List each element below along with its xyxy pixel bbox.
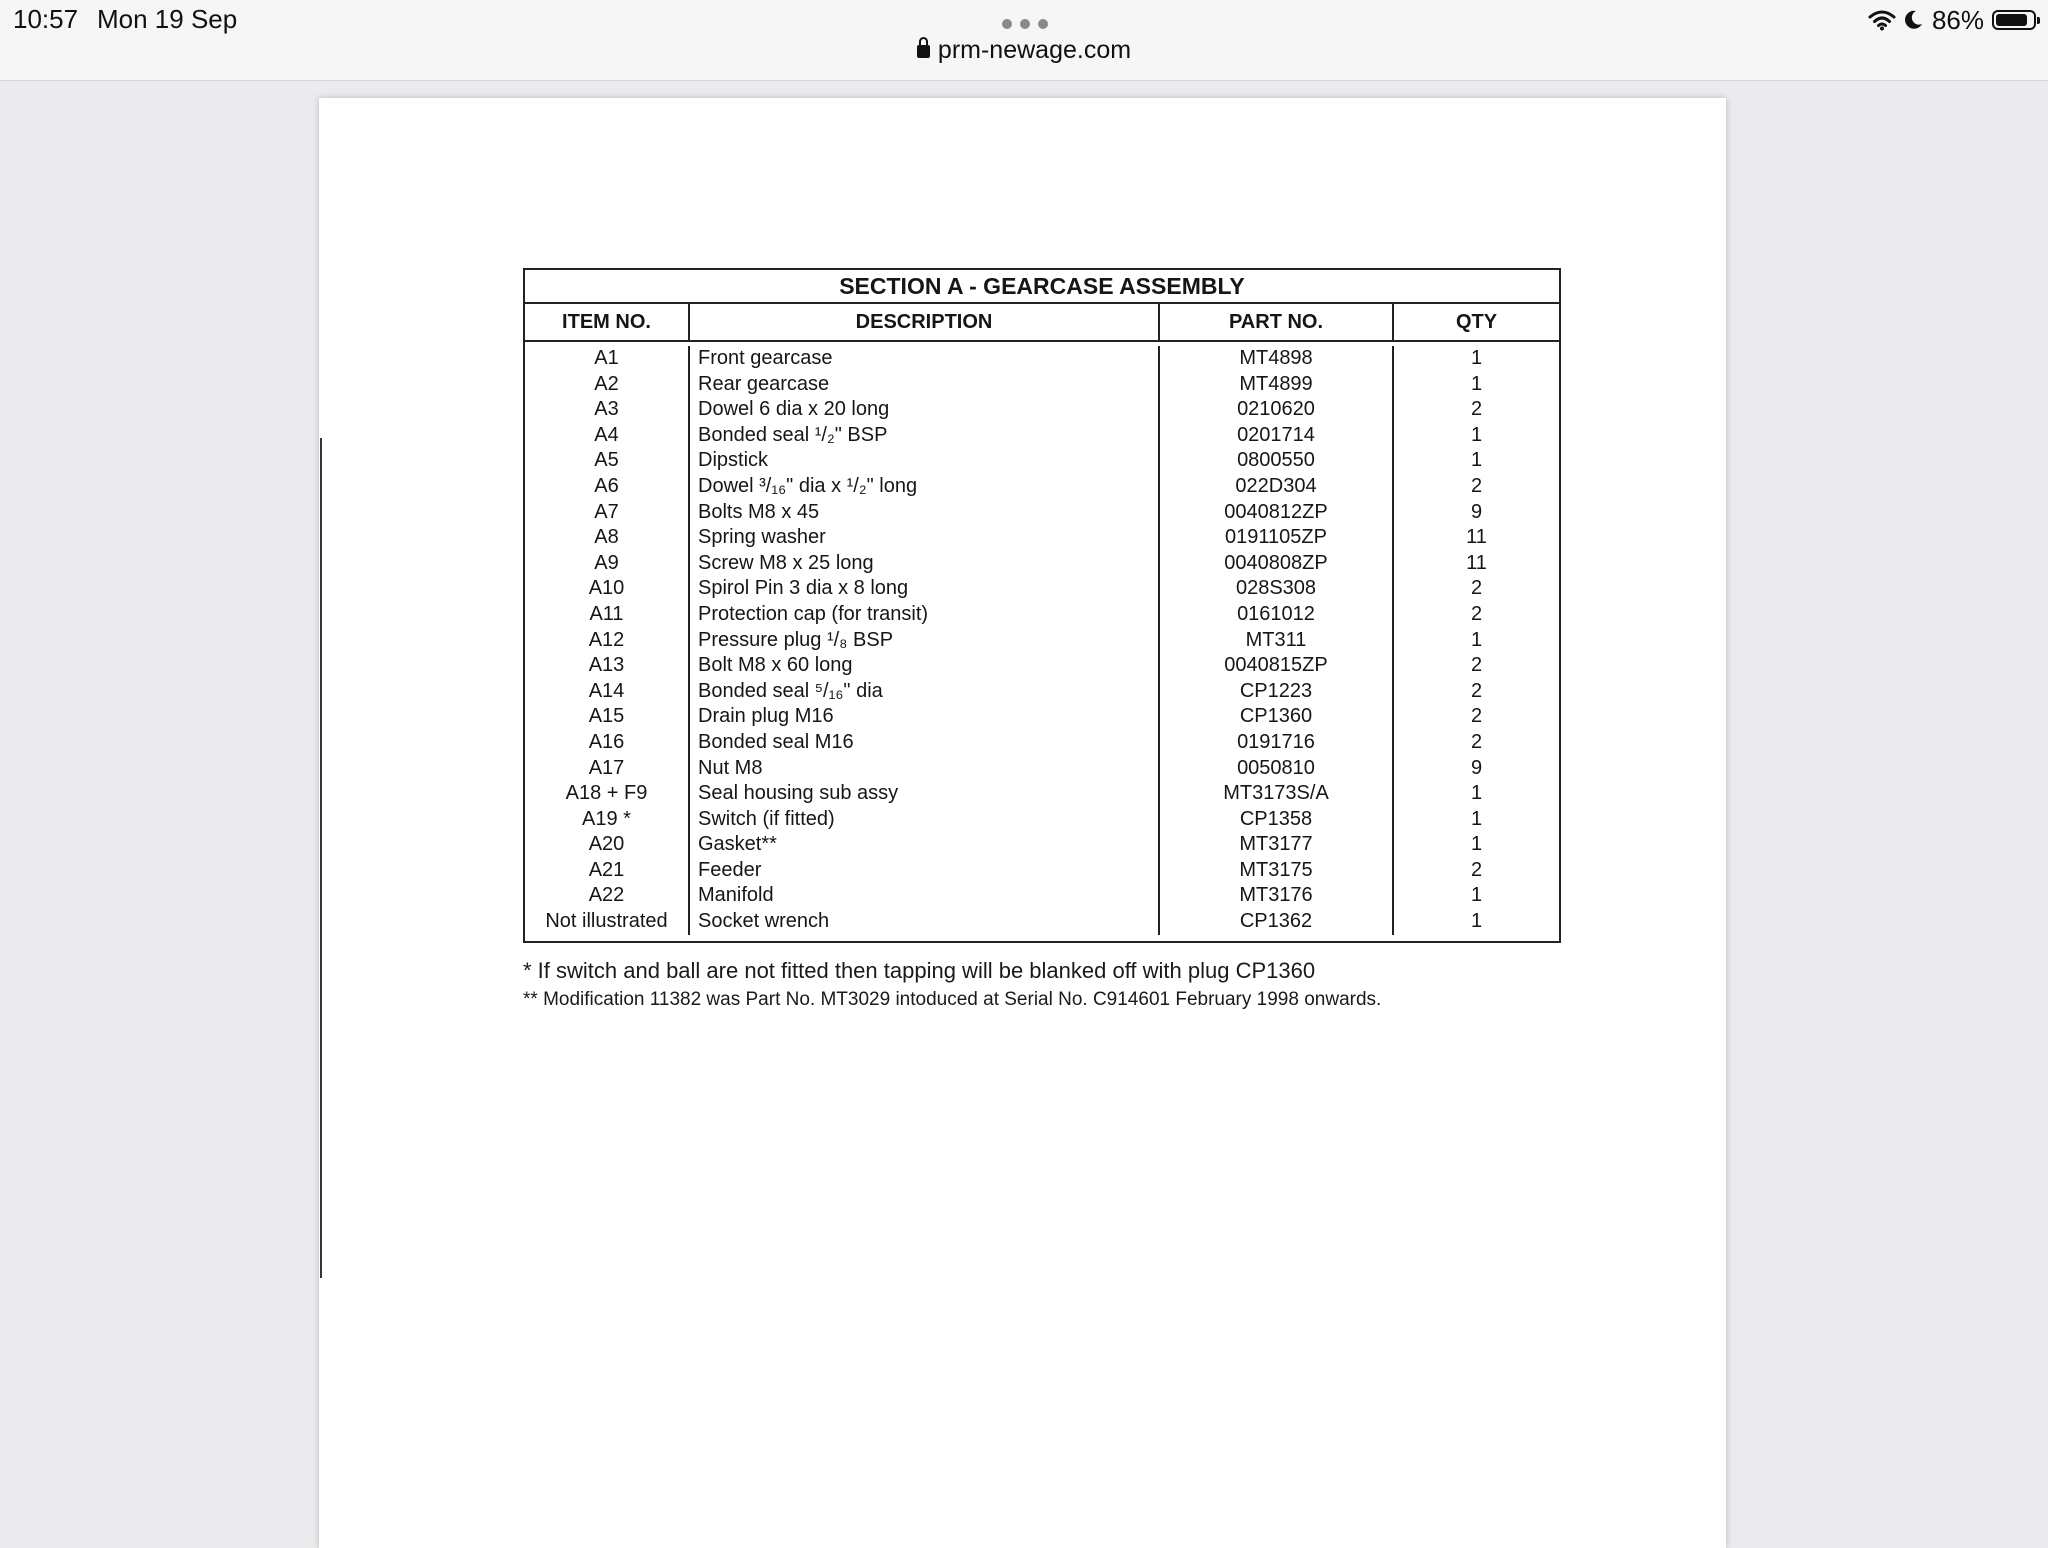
cell-part-no: CP1223 (1160, 679, 1394, 705)
cell-qty: 2 (1470, 398, 1483, 421)
table-row (525, 679, 1559, 705)
cell-qty: 1 (1470, 449, 1483, 472)
cell-qty: 11 (1466, 526, 1487, 549)
status-indicators (1868, 4, 2036, 36)
cell-part-no: 028S308 (1160, 576, 1394, 602)
cell-qty: 1 (1470, 628, 1483, 651)
lock-icon (917, 45, 930, 58)
cell-item-no: A13 (525, 653, 690, 679)
cell-item-no: A6 (525, 474, 690, 500)
cell-qty: 1 (1470, 782, 1483, 805)
cell-item-no: A17 (525, 756, 690, 782)
table-row (525, 372, 1559, 398)
cell-part-no: MT3176 (1160, 883, 1394, 909)
table-row (525, 500, 1559, 526)
cell-part-no: 0040808ZP (1160, 551, 1394, 577)
cell-description: Dowel ³/₁₆" dia x ¹/₂" long (690, 474, 1160, 500)
cell-description: Socket wrench (690, 909, 1160, 935)
cell-item-no: A5 (525, 448, 690, 474)
cell-part-no: 0040812ZP (1160, 500, 1394, 526)
cell-description: Manifold (690, 883, 1160, 909)
cell-part-no: 0800550 (1160, 448, 1394, 474)
table-header-row (525, 304, 1559, 342)
cell-part-no: 0050810 (1160, 756, 1394, 782)
cell-part-no: 022D304 (1160, 474, 1394, 500)
cell-item-no: A2 (525, 372, 690, 398)
table-row (525, 423, 1559, 449)
cell-part-no: MT4898 (1160, 346, 1394, 372)
battery-fill (1996, 14, 2027, 26)
footnote-switch: * If switch and ball are not fitted then tapping will be blanked off with plug CP1360 (523, 958, 1316, 983)
table-row (525, 346, 1559, 372)
table-row (525, 602, 1559, 628)
cell-qty: 9 (1470, 756, 1483, 779)
cell-item-no: A15 (525, 704, 690, 730)
dot (1002, 19, 1012, 29)
cell-qty: 1 (1470, 807, 1483, 830)
cell-description: Bolt M8 x 60 long (690, 653, 1160, 679)
header-item-no: ITEM NO. (525, 304, 690, 340)
table-row (525, 448, 1559, 474)
table-row (525, 704, 1559, 730)
moon-icon (1902, 9, 1924, 31)
table-row (525, 756, 1559, 782)
cell-qty: 2 (1470, 858, 1483, 881)
cell-item-no: A16 (525, 730, 690, 756)
cell-description: Switch (if fitted) (690, 807, 1160, 833)
cell-item-no: A11 (525, 602, 690, 628)
footnote-modification: ** Modification 11382 was Part No. MT3029 intoduced at Serial No. C914601 February 1998 onwards. (523, 989, 1382, 1010)
table-row (525, 474, 1559, 500)
cell-part-no: 0191105ZP (1160, 525, 1394, 551)
table-row (525, 781, 1559, 807)
cell-description: Dowel 6 dia x 20 long (690, 397, 1160, 423)
address-bar[interactable] (0, 36, 2048, 65)
table-row (525, 525, 1559, 551)
cell-qty: 2 (1470, 730, 1483, 753)
cell-description: Spring washer (690, 525, 1160, 551)
cell-description: Front gearcase (690, 346, 1160, 372)
document-page (319, 98, 1726, 1548)
more-options-icon[interactable] (1002, 18, 1048, 30)
cell-item-no: A14 (525, 679, 690, 705)
cell-part-no: CP1358 (1160, 807, 1394, 833)
cell-description: Bonded seal M16 (690, 730, 1160, 756)
table-body (525, 342, 1559, 941)
table-row (525, 628, 1559, 654)
battery-icon (1992, 10, 2036, 30)
table-title: SECTION A - GEARCASE ASSEMBLY (525, 270, 1559, 304)
table-row (525, 576, 1559, 602)
cell-item-no: A12 (525, 628, 690, 654)
cell-qty: 1 (1470, 833, 1483, 856)
cell-qty: 2 (1470, 602, 1483, 625)
header-part-no: PART NO. (1160, 304, 1394, 340)
table-row (525, 832, 1559, 858)
cell-qty: 1 (1470, 347, 1483, 369)
header-qty: QTY (1455, 311, 1498, 333)
cell-description: Gasket** (690, 832, 1160, 858)
cell-item-no: A7 (525, 500, 690, 526)
status-date: Mon 19 Sep (97, 4, 238, 34)
cell-description: Dipstick (690, 448, 1160, 474)
cell-part-no: MT4899 (1160, 372, 1394, 398)
cell-part-no: 0210620 (1160, 397, 1394, 423)
cell-qty: 9 (1470, 500, 1483, 523)
cell-description: Protection cap (for transit) (690, 602, 1160, 628)
cell-item-no: A3 (525, 397, 690, 423)
cell-part-no: MT3175 (1160, 858, 1394, 884)
status-time: 10:57 (13, 4, 79, 34)
parts-table (523, 268, 1561, 943)
cell-qty: 2 (1470, 654, 1483, 677)
table-row (525, 909, 1559, 935)
cell-qty: 1 (1470, 423, 1483, 446)
cell-qty: 1 (1470, 884, 1483, 907)
cell-part-no: CP1362 (1160, 909, 1394, 935)
cell-part-no: MT311 (1160, 628, 1394, 654)
table-row (525, 551, 1559, 577)
dot (1020, 19, 1030, 29)
cell-part-no: MT3173S/A (1160, 781, 1394, 807)
cell-qty: 2 (1470, 577, 1483, 600)
cell-qty: 1 (1470, 910, 1483, 933)
cell-description: Nut M8 (690, 756, 1160, 782)
cell-description: Seal housing sub assy (690, 781, 1160, 807)
cell-item-no: A4 (525, 423, 690, 449)
cell-part-no: 0040815ZP (1160, 653, 1394, 679)
cell-item-no: A20 (525, 832, 690, 858)
cell-qty: 2 (1470, 705, 1483, 728)
cell-item-no: A1 (525, 346, 690, 372)
cell-item-no: A19 * (525, 807, 690, 833)
cell-description: Rear gearcase (690, 372, 1160, 398)
cell-description: Drain plug M16 (690, 704, 1160, 730)
cell-qty: 2 (1470, 679, 1483, 702)
wifi-icon (1868, 9, 1896, 31)
dot (1038, 19, 1048, 29)
cell-description: Pressure plug ¹/₈ BSP (690, 628, 1160, 654)
table-row (525, 730, 1559, 756)
scan-edge (320, 438, 322, 1278)
cell-item-no: A8 (525, 525, 690, 551)
cell-description: Bonded seal ¹/₂" BSP (690, 423, 1160, 449)
status-bar (0, 0, 2048, 81)
cell-part-no: 0161012 (1160, 602, 1394, 628)
cell-description: Bolts M8 x 45 (690, 500, 1160, 526)
cell-item-no: A18 + F9 (525, 781, 690, 807)
cell-qty: 2 (1470, 474, 1483, 497)
table-row (525, 883, 1559, 909)
cell-item-no: A9 (525, 551, 690, 577)
footnotes (523, 956, 1381, 1014)
table-row (525, 653, 1559, 679)
cell-part-no: 0191716 (1160, 730, 1394, 756)
table-row (525, 858, 1559, 884)
header-description: DESCRIPTION (690, 304, 1160, 340)
cell-item-no: A10 (525, 576, 690, 602)
cell-qty: 1 (1470, 372, 1483, 395)
cell-qty: 11 (1466, 551, 1487, 574)
table-row (525, 397, 1559, 423)
cell-description: Feeder (690, 858, 1160, 884)
cell-part-no: MT3177 (1160, 832, 1394, 858)
cell-item-no: A22 (525, 883, 690, 909)
url-text: prm-newage.com (937, 36, 1132, 64)
cell-part-no: 0201714 (1160, 423, 1394, 449)
table-row (525, 807, 1559, 833)
battery-percent: 86% (1931, 4, 1984, 35)
cell-description: Screw M8 x 25 long (690, 551, 1160, 577)
cell-item-no: Not illustrated (525, 909, 690, 935)
cell-description: Bonded seal ⁵/₁₆" dia (690, 679, 1160, 705)
cell-item-no: A21 (525, 858, 690, 884)
cell-description: Spirol Pin 3 dia x 8 long (690, 576, 1160, 602)
cell-part-no: CP1360 (1160, 704, 1394, 730)
